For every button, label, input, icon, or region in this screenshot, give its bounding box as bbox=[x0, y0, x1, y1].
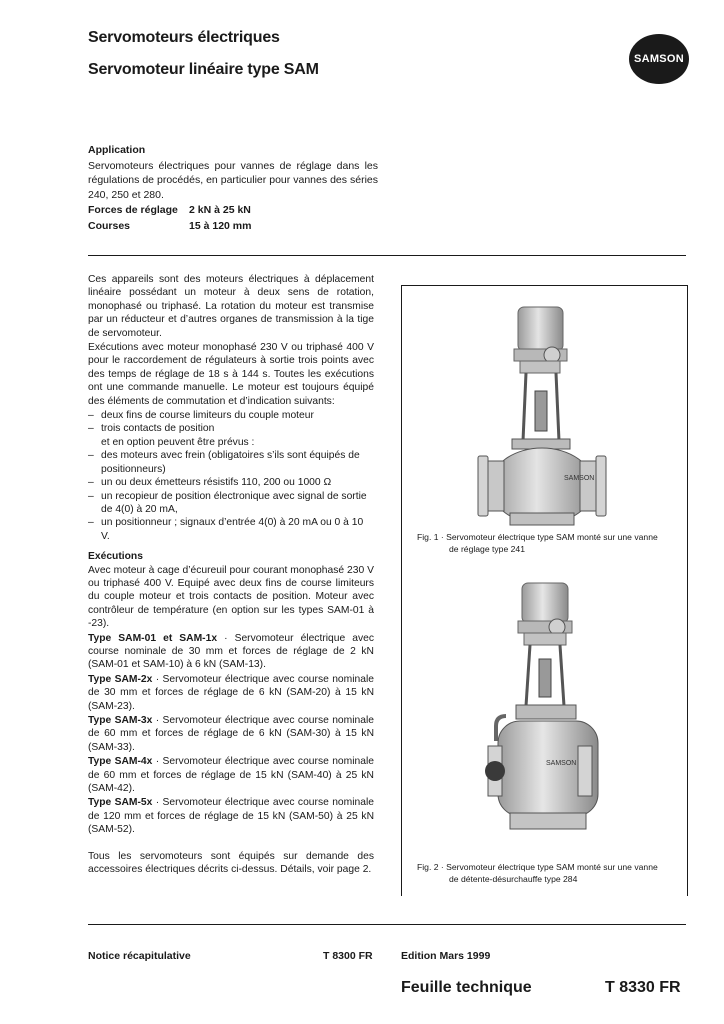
footer-sheet-code: T 8330 FR bbox=[605, 979, 681, 996]
list-item bbox=[88, 490, 374, 517]
footer-divider bbox=[88, 924, 686, 925]
figure-caption bbox=[417, 532, 679, 555]
valve-actuator-illustration-2 bbox=[402, 581, 687, 856]
figure-caption-line: · Servomoteur électrique type SAM monté sur une vanne bbox=[438, 862, 658, 872]
type-description: · Servomoteur électrique avec course nominale de 60 mm et forces de réglage de 15 kN (SAM-40) à 25 kN (SAM-42). bbox=[88, 756, 374, 795]
page-title: Servomoteurs électriques bbox=[88, 29, 280, 46]
list-item bbox=[88, 476, 374, 489]
type-paragraph bbox=[88, 796, 374, 836]
list-item-text: un ou deux émetteurs résistifs 110, 200 ou 1000 Ω bbox=[101, 477, 332, 489]
section-divider bbox=[88, 255, 686, 256]
list-item-text: trois contacts de position bbox=[101, 423, 215, 435]
list-dash: – bbox=[88, 450, 94, 462]
type-description: · Servomoteur électrique avec course nominale de 60 mm et forces de réglage de 6 kN (SAM-30) à 15 kN (SAM-33). bbox=[88, 715, 374, 753]
type-paragraph bbox=[88, 755, 374, 795]
list-item-text: et en option peuvent être prévus : bbox=[101, 436, 255, 448]
spec-value: 15 à 120 mm bbox=[189, 219, 252, 232]
feature-list bbox=[88, 409, 374, 543]
figure-caption bbox=[417, 862, 679, 885]
list-item bbox=[88, 449, 374, 476]
spec-row bbox=[88, 219, 378, 234]
footer-sheet-type: Feuille technique bbox=[401, 979, 532, 996]
footer-doc-code: T 8300 FR bbox=[323, 950, 373, 962]
list-item-text: un positionneur ; signaux d’entrée 4(0) à 20 mA ou 0 à 10 V. bbox=[101, 517, 364, 542]
valve-actuator-illustration-1 bbox=[402, 301, 687, 531]
figure-caption-line: de réglage type 241 bbox=[449, 543, 525, 554]
type-description: · Servomoteur électrique avec course nominale de 30 mm et forces de réglage de 2 kN (SAM-01 et SAM-10) à 6 kN (SAM-13). bbox=[88, 632, 374, 671]
list-item bbox=[88, 422, 374, 449]
main-text-column bbox=[88, 273, 374, 877]
list-item bbox=[88, 516, 374, 543]
type-paragraph bbox=[88, 673, 374, 713]
application-section bbox=[88, 143, 378, 234]
figure-caption-line: · Servomoteur électrique type SAM monté sur une vanne bbox=[438, 532, 658, 542]
footer-edition: Edition Mars 1999 bbox=[401, 950, 491, 962]
valve-body-label: SAMSON bbox=[546, 760, 577, 767]
list-dash: – bbox=[88, 517, 94, 529]
type-paragraph bbox=[88, 632, 374, 672]
spec-value: 2 kN à 25 kN bbox=[189, 204, 251, 217]
spec-label: Courses bbox=[88, 219, 131, 232]
figure-caption-line: de détente-désurchauffe type 284 bbox=[449, 873, 578, 884]
spec-row bbox=[88, 203, 378, 218]
list-item-text: un recopieur de position électronique avec signal de sortie de 4(0) à 20 mA, bbox=[101, 490, 367, 515]
type-description: · Servomoteur électrique avec course nominale de 120 mm et forces de réglage de 15 kN (SAM-50) à 25 kN (SAM-52). bbox=[88, 797, 374, 836]
application-heading: Application bbox=[88, 144, 146, 156]
type-name: Type SAM-2x bbox=[88, 673, 153, 685]
list-dash: – bbox=[88, 477, 94, 489]
page-subtitle: Servomoteur linéaire type SAM bbox=[88, 61, 319, 78]
figure-number: Fig. 1 bbox=[417, 532, 439, 542]
closing-paragraph: Tous les servomoteurs sont équipés sur demande des accessoires électriques décrits ci-dessus. Détails, voir page 2. bbox=[88, 850, 374, 876]
footer-document-type: Notice récapitulative bbox=[88, 950, 191, 962]
type-name: Type SAM-5x bbox=[88, 797, 153, 809]
spec-label: Forces de réglage bbox=[88, 204, 178, 217]
type-name: Type SAM-4x bbox=[88, 756, 153, 768]
intro-paragraph: Ces appareils sont des moteurs électriques à déplacement linéaire possédant un moteur à deux sens de rotation, monophasé ou triphasé. La rotation du moteur est transmise par un réducteur et d’autres organes de transmission à la tige de servomoteur. bbox=[88, 274, 374, 339]
application-text: Servomoteurs électriques pour vannes de réglage dans les régulations de procédés, en particulier pour vannes des séries 240, 250 et 280. bbox=[88, 159, 378, 201]
list-item bbox=[88, 409, 374, 422]
valve-body-label: SAMSON bbox=[564, 475, 595, 482]
versions-paragraph: Exécutions avec moteur monophasé 230 V ou triphasé 400 V pour le raccordement de régulateurs à sortie trois points avec des temps de réglage de 18 s à 144 s. Toutes les exécutions ont une commande manuelle. Le moteur est toujours équipé des éléments de commutation et d’indication suivants: bbox=[88, 342, 374, 407]
type-name: Type SAM-3x bbox=[88, 715, 153, 726]
type-name: Type SAM-01 et SAM-1x bbox=[88, 632, 218, 644]
list-dash: – bbox=[88, 490, 94, 502]
type-description: · Servomoteur électrique avec course nominale de 30 mm et forces de réglage de 6 kN (SAM-20) à 15 kN (SAM-23). bbox=[88, 673, 374, 712]
figure-number: Fig. 2 bbox=[417, 862, 439, 872]
figure-panel bbox=[401, 285, 688, 896]
list-item-text: deux fins de course limiteurs du couple moteur bbox=[101, 410, 314, 422]
list-dash: – bbox=[88, 423, 94, 435]
logo-text: SAMSON bbox=[633, 53, 685, 65]
type-paragraph bbox=[88, 714, 374, 754]
executions-paragraph: Avec moteur à cage d’écureuil pour courant monophasé 230 V ou triphasé 400 V. Equipé avec deux fins de course limiteurs du couple moteur et trois contacts de position. Moteur avec contrôleur de température (en option sur les types SAM-01 à -23). bbox=[88, 564, 374, 630]
list-dash: – bbox=[88, 410, 94, 422]
samson-logo bbox=[629, 34, 689, 84]
list-item-text: des moteurs avec frein (obligatoires s’ils sont équipés de positionneurs) bbox=[101, 450, 360, 475]
executions-heading: Exécutions bbox=[88, 551, 143, 563]
